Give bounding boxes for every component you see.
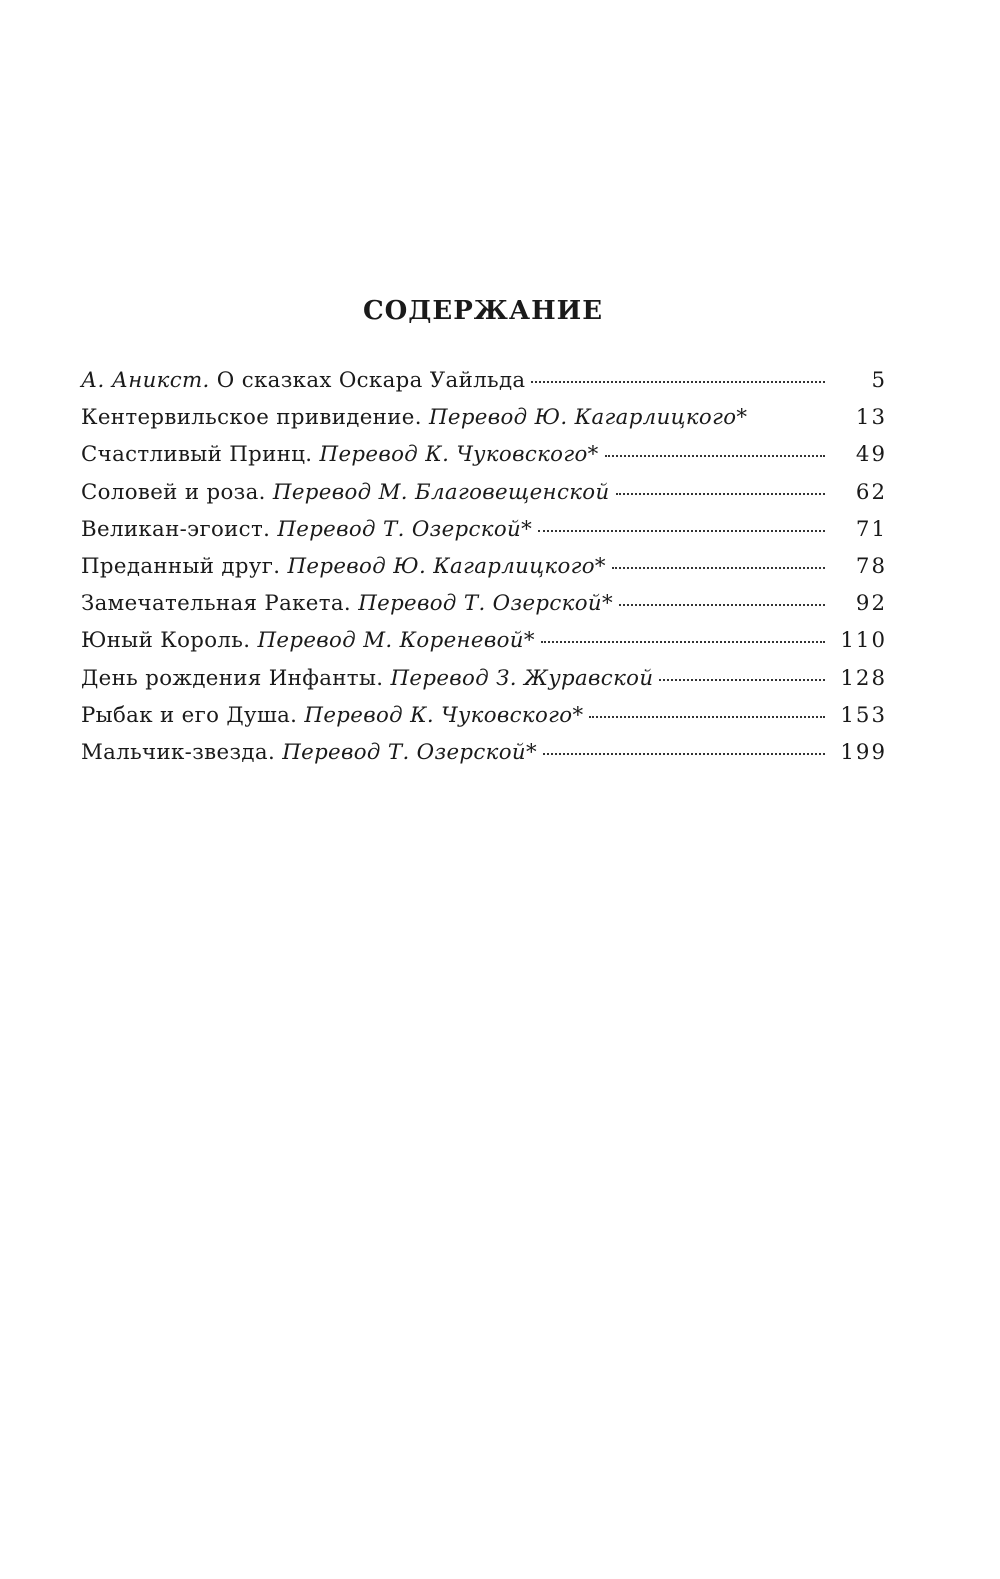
toc-entry-title: О сказках Оскара Уайльда [209,368,526,393]
toc-dot-leader [612,567,825,569]
toc-entry-title: Счастливый Принц. [81,442,320,468]
toc-page-number: 49 [855,442,887,468]
toc-entry-title: Мальчик-звезда. [81,739,283,765]
toc-entry-title: Великан-эгоист. [81,516,278,542]
toc-page-number: 78 [855,553,887,579]
toc-entry-translator: Перевод Т. Озерской* [282,739,537,765]
toc-entry-text [81,628,535,653]
toc-entry-text [81,405,747,430]
toc-entry-text [81,517,532,542]
toc-entry[interactable] [81,703,887,740]
toc-dot-leader [616,493,825,495]
toc-dot-leader [619,604,825,606]
toc-page-number: 13 [855,405,887,431]
toc-entry-title: Соловей и роза. [81,479,273,505]
toc-entry-translator: Перевод Ю. Кагарлицкого* [287,553,606,579]
toc-entry-title: День рождения Инфанты. [81,665,391,691]
toc-entry-translator: Перевод М. Кореневой* [257,628,535,654]
toc-entry[interactable] [81,666,887,703]
toc-entry-title: Юный Король. [81,628,258,654]
toc-dot-leader [589,716,825,718]
toc-page-number: 71 [855,516,887,542]
toc-entry[interactable] [81,628,887,665]
toc-entry[interactable] [81,517,887,554]
toc-entry-text [81,368,525,393]
toc-dot-leader [531,381,825,383]
toc-entry-text [81,740,537,765]
toc-entry[interactable] [81,368,887,405]
toc-page-number: 92 [855,591,887,617]
toc-entry[interactable] [81,442,887,479]
toc-entry-translator: Перевод Ю. Кагарлицкого* [428,405,748,431]
toc-entry-translator: Перевод М. Благовещенской [272,479,610,505]
toc-entry-text [81,442,599,467]
page-title: СОДЕРЖАНИЕ [362,296,604,326]
toc-list [81,368,887,777]
toc-page-number: 128 [840,665,887,691]
toc-dot-leader [659,679,825,681]
toc-entry-title: Замечательная Ракета. [81,591,359,617]
toc-entry[interactable] [81,405,887,442]
toc-page-number: 199 [840,739,887,765]
toc-entry-title: Рыбак и его Душа. [81,702,305,728]
toc-page-number: 62 [855,479,887,505]
toc-entry[interactable] [81,740,887,777]
toc-entry[interactable] [81,554,887,591]
toc-entry-text [81,480,610,505]
toc-entry-author: А. Аникст. [81,368,210,393]
toc-entry-translator: Перевод Т. Озерской* [277,516,533,542]
toc-entry-translator: Перевод К. Чуковского* [319,442,599,468]
toc-entry[interactable] [81,591,887,628]
toc-entry[interactable] [81,480,887,517]
toc-dot-leader [541,641,825,643]
toc-entry-title: Преданный друг. [81,553,288,579]
toc-entry-translator: Перевод К. Чуковского* [304,702,584,728]
toc-entry-title: Кентервильское привидение. [81,405,429,431]
toc-page-number: 5 [871,368,887,393]
toc-entry-text [81,666,653,691]
toc-entry-text [81,591,613,616]
toc-page-number: 153 [840,702,887,728]
toc-entry-translator: Перевод Т. Озерской* [358,591,613,617]
toc-dot-leader [543,753,825,755]
toc-entry-translator: Перевод З. Журавской [390,665,654,691]
toc-dot-leader [538,530,825,532]
toc-dot-leader [605,455,825,457]
toc-page-number: 110 [840,628,887,654]
toc-entry-text [81,703,583,728]
toc-entry-text [81,554,606,579]
